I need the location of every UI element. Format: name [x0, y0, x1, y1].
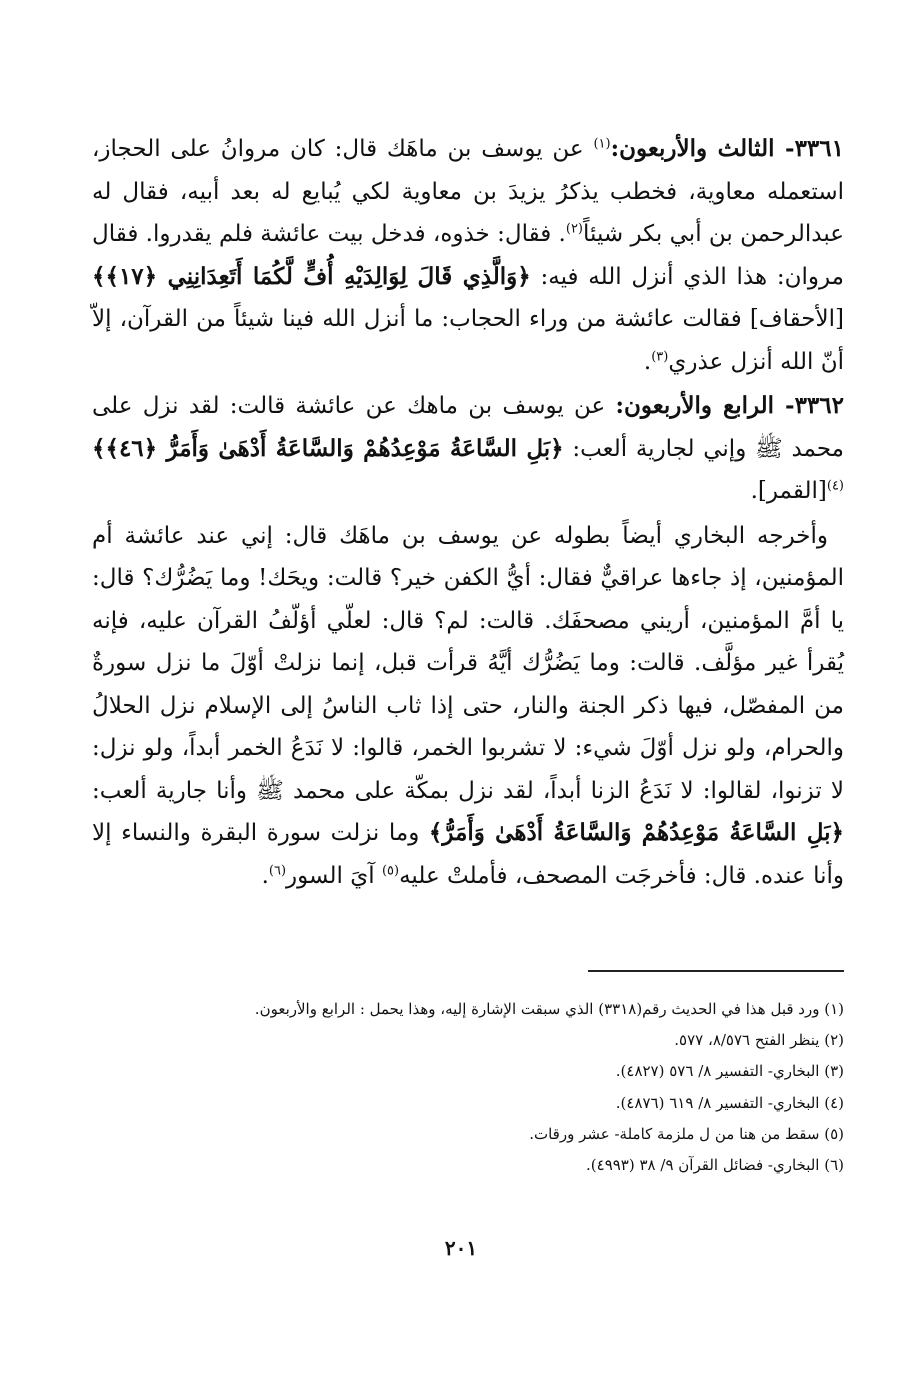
hadith-title: - الثالث والأربعون:	[610, 135, 795, 162]
hadith-3361	[92, 128, 844, 383]
footnote: (١) ورد قبل هذا في الحديث رقم(٣٣١٨) الذي سبقت الإشارة إليه، وهذا يحمل : الرابع والأربعون.	[254, 1000, 844, 1018]
footnote: (٦) البخاري- فضائل القرآن ٩/ ٣٨ (٤٩٩٣).	[586, 1156, 844, 1175]
paragraph-text: .	[261, 862, 269, 889]
main-text	[92, 128, 844, 899]
footnote: (٣) البخاري- التفسير ٨/ ٥٧٦ (٤٨٢٧).	[615, 1062, 844, 1081]
footnote-ref: (٣)	[651, 348, 669, 364]
hadith-text: عن يوسف بن ماهك عن عائشة قالت: لقد نزل على محمد ﷺ وإني لجارية ألعب:	[92, 393, 844, 462]
hadith-text: .	[643, 348, 652, 375]
footnote-divider	[588, 970, 844, 972]
footnotes	[92, 994, 844, 1181]
footnote-ref: (٢)	[565, 221, 583, 237]
hadith-number: ٣٣٦١	[794, 135, 844, 162]
hadith-text: . فقال: خذوه، فدخل بيت عائشة فلم يقدروا. فقال مروان: هذا الذي أنزل الله فيه:	[92, 221, 844, 290]
footnote-ref: (١)	[593, 136, 611, 152]
footnote: (٤) البخاري- التفسير ٨/ ٦١٩ (٤٨٧٦).	[615, 1093, 844, 1112]
footnote: (٢) ينظر الفتح ٨/٥٧٦، ٥٧٧.	[674, 1031, 844, 1050]
paragraph-text: آيَ السور	[286, 862, 382, 889]
paragraph-text: وما نزلت سورة البقرة والنساء إلا وأنا عنده. قال: فأخرجَت المصحف، فأملتْ عليه	[92, 820, 844, 889]
hadith-text: [الأحقاف] فقالت عائشة من وراء الحجاب: ما أنزل الله فينا شيئاً من القرآن، إلاّ أنّ الله أنزل عذري	[92, 306, 844, 375]
hadith-text: عن يوسف بن ماهَك قال: كان مروانُ على الحجاز، استعمله معاوية، فخطب يذكرُ يزيدَ بن معاوية لكي يُبايع له بعد أبيه، فقال له عبدالرحمن بن أبي بكر شيئاً	[92, 136, 845, 247]
hadith-text: [القمر].	[750, 478, 827, 504]
quran-verse: ﴿وَالَّذِي قَالَ لِوَالِدَيْهِ أُفٍّ لَّكُمَا أَتَعِدَانِنِي ﴿١٧﴾﴾	[92, 262, 531, 290]
footnote-ref: (٦)	[268, 862, 287, 878]
quran-verse: ﴿بَلِ السَّاعَةُ مَوْعِدُهُمْ وَالسَّاعَةُ أَدْهَىٰ وَأَمَرُّ﴾	[428, 819, 844, 846]
hadith-number: ٣٣٦٢	[794, 392, 844, 419]
hadith-3362	[92, 385, 844, 513]
hadith-title: - الرابع والأربعون:	[615, 392, 795, 419]
footnote: (٥) سقط من هنا من ل ملزمة كاملة- عشر ورقات.	[529, 1124, 844, 1143]
bukhari-paragraph	[92, 515, 844, 898]
paragraph-text: وأخرجه البخاري أيضاً بطوله عن يوسف بن ماهَك قال: إني عند عائشة أم المؤمنين، إذ جاءها عراقيٌّ فقال: أيُّ الكفن خير؟ قالت: ويحَك! وما يَضُرُّك؟ قال: يا أمَّ المؤمنين، أريني مصحفَك. قالت: لم؟ قال: لعلّي أؤلّفُ القرآن عليه، فإنه يُقرأ غير مؤلَّف. قالت: وما يَضُرُّك أيَّهُ قرأت قبل، إنما نزلتْ أوّلَ ما نزل سورةٌ من المفصّل، فيها ذكر الجنة والنار، حتى إذا ثاب الناسُ إلى الإسلام نزل الحلالُ والحرام، ولو نزل أوّلَ شيء: لا تشربوا الخمر، قالوا: لا نَدَعُ الخمر أبداً، ولو نزل: لا تزنوا، لقالوا: لا نَدَعُ الزنا أبداً، لقد نزل بمكّة على محمد ﷺ وأنا جارية ألعب:	[92, 522, 844, 804]
quran-verse: ﴿بَلِ السَّاعَةُ مَوْعِدُهُمْ وَالسَّاعَةُ أَدْهَىٰ وَأَمَرُّ ﴿٤٦﴾﴾	[92, 434, 564, 462]
footnote-ref: (٤)	[826, 478, 844, 494]
footnote-ref: (٥)	[381, 862, 400, 878]
page-number: ٢٠١	[444, 1236, 478, 1260]
